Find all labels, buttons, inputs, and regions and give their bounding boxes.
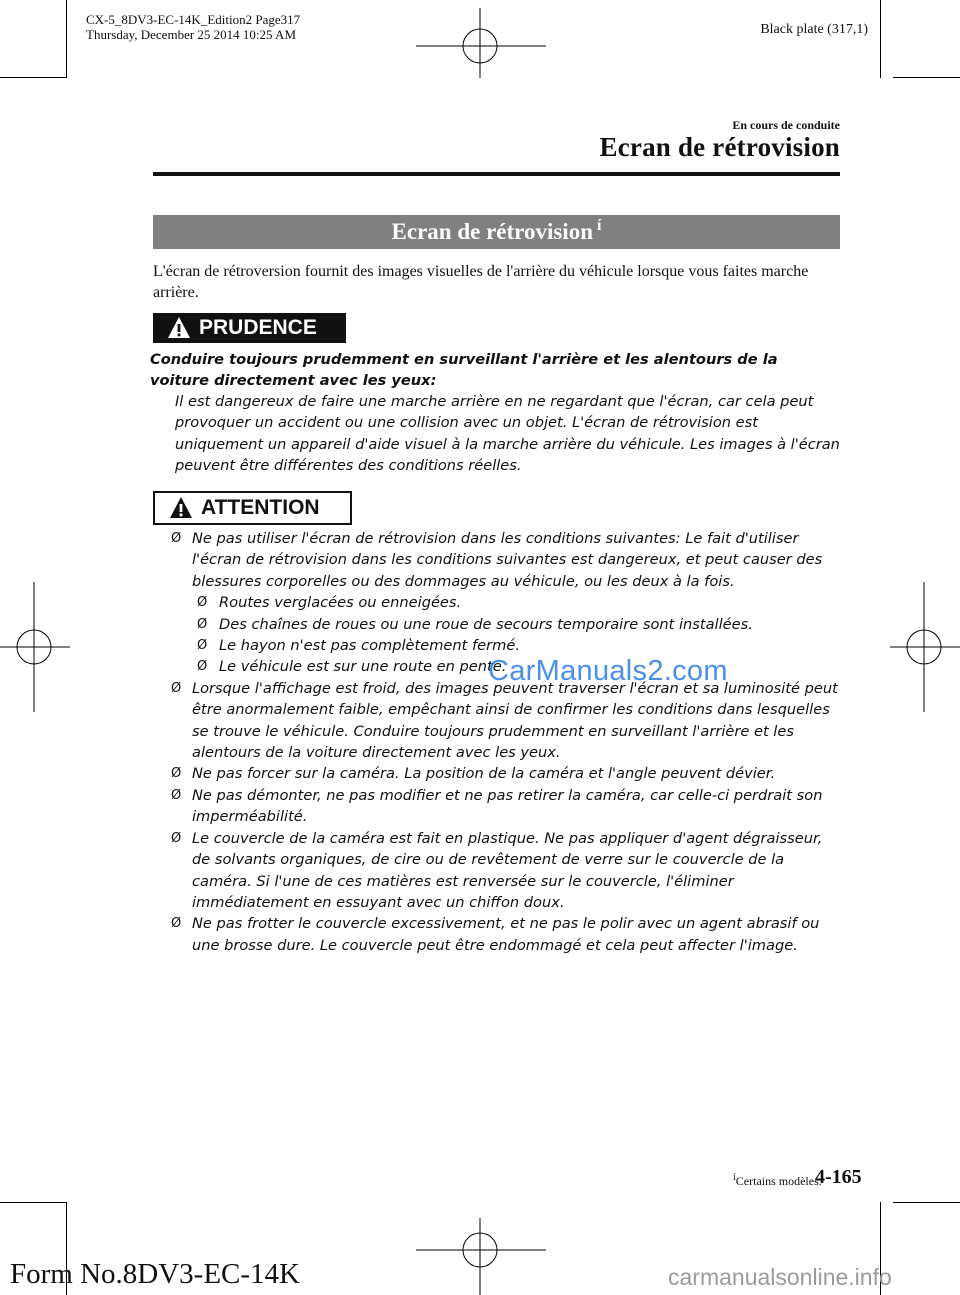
page-number: 4-165 <box>815 1166 862 1188</box>
footnote-text: Certains modèles. <box>735 1174 822 1188</box>
list-item: Ø Le véhicule est sur une route en pente. <box>150 656 845 677</box>
attention-list <box>150 528 845 956</box>
list-item: Ø Ne pas démonter, ne pas modifier et ne pas retirer la caméra, car celle-ci perdrait son imperméabilité. <box>171 786 823 826</box>
list-item: Ø Routes verglacées ou enneigées. <box>150 592 845 613</box>
warning-triangle-icon <box>169 496 193 520</box>
registration-mark-bottom <box>416 1218 546 1295</box>
section-label: En cours de conduite <box>732 118 840 132</box>
arrow-bullet-icon: Ø <box>171 830 182 846</box>
list-item: Ø Ne pas utiliser l'écran de rétrovision dans les conditions suivantes: Le fait d'utiliser l'écran de rétrovision dans les conditions suivantes est dangereux, et peut causer des blessures corporelles ou des dommages au véhicule, ou les deux à la fois. <box>171 530 823 590</box>
arrow-bullet-icon: Ø <box>197 595 208 611</box>
list-item: Ø Le hayon n'est pas complètement fermé. <box>150 635 845 656</box>
list-item: Ø Lorsque l'affichage est froid, des images peuvent traverser l'écran et sa luminosité peut être anormalement faible, empêchant ainsi de confirmer les conditions dans lesquelles se trouve le véhicule. Conduire toujours prudemment en surveillant l'arrière et les alentours de la voiture directement avec les yeux. <box>171 679 838 762</box>
list-item: Ø Le couvercle de la caméra est fait en plastique. Ne pas appliquer d'agent dégraisseur, de solvants organiques, de cire ou de revêtement de verre sur le couvercle de la caméra. Si l'une de ces matières est renversée sur le couvercle, l'éliminer immédiatement en essuyant avec un chiffon doux. <box>171 829 823 911</box>
print-meta-line2: Thursday, December 25 2014 10:25 AM <box>86 27 297 42</box>
arrow-bullet-icon: Ø <box>197 616 208 632</box>
topic-heading-band <box>153 215 840 249</box>
section-title: Ecran de rétrovision <box>599 132 840 162</box>
watermark: CarManuals2.com <box>488 655 728 687</box>
registration-mark-top <box>416 8 546 78</box>
form-number: Form No.8DV3-EC-14K <box>10 1258 300 1290</box>
prudence-body: Il est dangereux de faire une marche arrière en ne regardant que l'écran, car cela peut provoquer un accident ou une collision avec un objet. L'écran de rétrovision est uniquement un appareil d'aide visuel à la marche arrière du véhicule. Les images à l'écran peuvent être différentes des conditions réelles. <box>175 393 840 475</box>
registration-mark-right <box>890 582 960 712</box>
arrow-bullet-icon: Ø <box>171 787 182 803</box>
optional-equipment-star: í <box>597 217 602 234</box>
footnote-star: í <box>733 1172 736 1183</box>
print-meta-line1: CX-5_8DV3-EC-14K_Edition2 Page317 <box>86 12 301 27</box>
arrow-bullet-icon: Ø <box>197 659 208 675</box>
arrow-bullet-icon: Ø <box>171 766 182 782</box>
arrow-bullet-icon: Ø <box>171 680 182 696</box>
title-rule <box>153 172 840 176</box>
prudence-badge <box>153 313 346 343</box>
intro-paragraph: L'écran de rétroversion fournit des images visuelles de l'arrière du véhicule lorsque vous faites marche arrière. <box>153 263 809 301</box>
warning-triangle-icon <box>167 316 191 340</box>
attention-badge <box>153 491 352 525</box>
list-item: Ø Ne pas frotter le couvercle excessivement, et ne pas le polir avec un agent abrasif ou une brosse dure. Le couvercle peut être endommagé et cela peut affecter l'image. <box>171 915 820 954</box>
attention-label: ATTENTION <box>201 496 320 519</box>
arrow-bullet-icon: Ø <box>171 916 182 932</box>
list-item: Ø Des chaînes de roues ou une roue de secours temporaire sont installées. <box>150 614 845 635</box>
footnote <box>733 1172 822 1189</box>
plate-label: Black plate (317,1) <box>760 22 868 37</box>
registration-mark-left <box>0 582 70 712</box>
print-metadata <box>86 12 300 42</box>
prudence-label: PRUDENCE <box>199 316 317 339</box>
site-watermark: carmanualsonline.info <box>668 1264 892 1290</box>
topic-heading: Ecran de rétrovision <box>391 219 593 244</box>
list-item: Ø Ne pas forcer sur la caméra. La position de la caméra et l'angle peuvent dévier. <box>150 763 845 784</box>
arrow-bullet-icon: Ø <box>171 531 182 546</box>
arrow-bullet-icon: Ø <box>197 638 208 654</box>
prudence-lead: Conduire toujours prudemment en surveillant l'arrière et les alentours de la voiture directement avec les yeux: <box>150 351 778 390</box>
